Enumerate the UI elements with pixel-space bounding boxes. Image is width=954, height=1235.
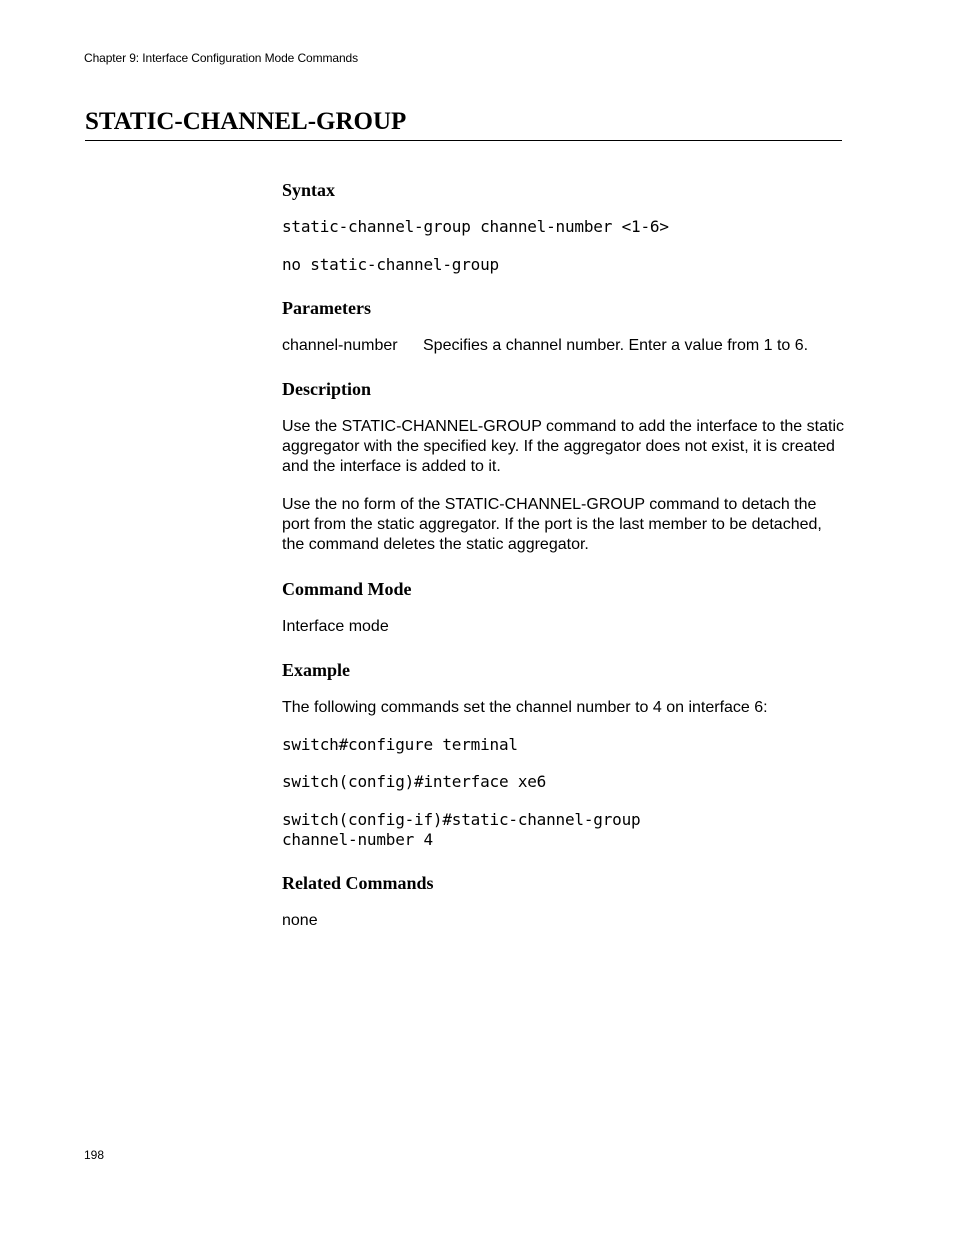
syntax-heading: Syntax	[282, 180, 336, 200]
syntax-line-no-form: no static-channel-group	[282, 255, 499, 274]
example-heading: Example	[282, 660, 351, 680]
running-header: Chapter 9: Interface Configuration Mode Commands	[84, 51, 359, 65]
description-paragraph-no-form: Use the no form of the STATIC-CHANNEL-GROUP command to detach the port from the static aggregator. If the port is the last member to be detached, the command deletes the static aggregator.	[282, 496, 822, 553]
example-command: switch#configure terminal	[282, 735, 518, 754]
related-commands-text: none	[282, 912, 318, 929]
parameter-row	[282, 336, 808, 356]
parameter-description: Specifies a channel number. Enter a value from 1 to 6.	[423, 337, 809, 354]
command-mode-heading: Command Mode	[282, 579, 412, 599]
related-commands-heading: Related Commands	[282, 873, 434, 893]
description-heading: Description	[282, 379, 371, 399]
example-command: switch(config)#interface xe6	[282, 772, 547, 791]
parameter-name: channel-number	[282, 337, 398, 354]
page-number: 198	[84, 1148, 105, 1162]
page-title: STATIC-CHANNEL-GROUP	[85, 108, 407, 135]
title-rule	[85, 140, 842, 141]
example-command: switch(config-if)#static-channel-group channel-number 4	[282, 810, 641, 849]
parameters-heading: Parameters	[282, 298, 371, 318]
example-intro: The following commands set the channel number to 4 on interface 6:	[282, 699, 768, 716]
command-mode-text: Interface mode	[282, 618, 389, 635]
description-paragraph: Use the STATIC-CHANNEL-GROUP command to add the interface to the static aggregator with the specified key. If the aggregator does not exist, it is created and the interface is added to it.	[282, 418, 844, 475]
syntax-line: static-channel-group channel-number <1-6>	[282, 217, 669, 236]
